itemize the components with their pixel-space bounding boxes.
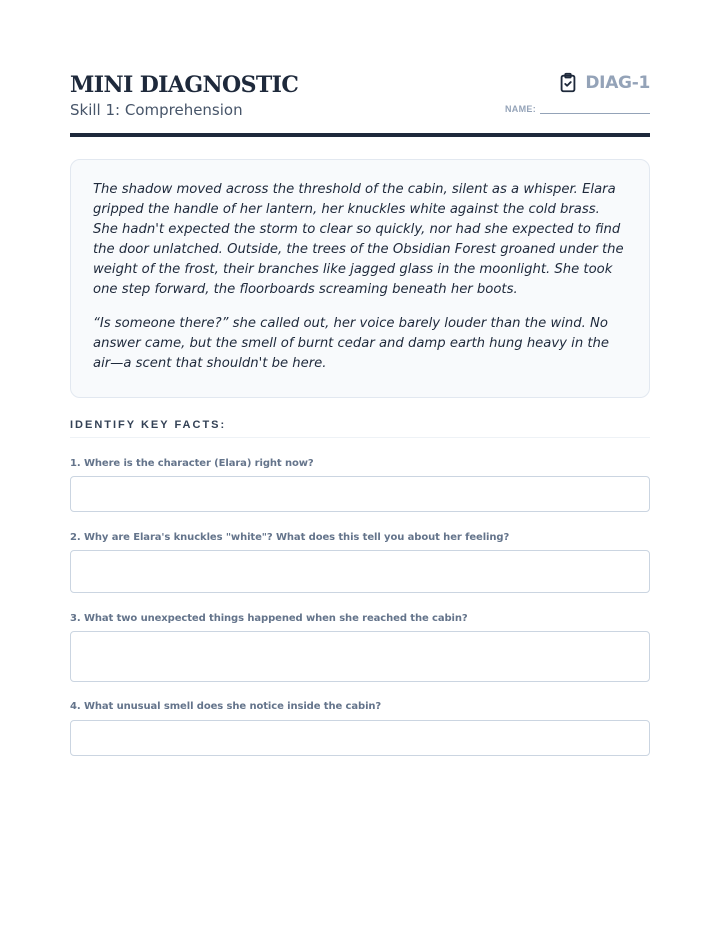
question-label-2: 2. Why are Elara's knuckles "white"? What does this tell you about her feeling? xyxy=(70,532,510,543)
clipboard-check-icon xyxy=(557,72,579,94)
page-subtitle: Skill 1: Comprehension xyxy=(70,101,243,119)
diagnostic-code-label: DIAG-1 xyxy=(585,73,650,93)
name-field[interactable] xyxy=(505,104,650,114)
passage-paragraph: “Is someone there?” she called out, her voice barely louder than the wind. No answer came, but the smell of burnt cedar and damp earth hung heavy in the air—a scent that shouldn't be here. xyxy=(93,316,610,371)
passage-paragraph: The shadow moved across the threshold of the cabin, silent as a whisper. Elara gripped the handle of her lantern, her knuckles white against the cold brass. She hadn't expected the storm to clear so quickly, nor had she expected to find the door unlatched. Outside, the trees of the Obsidian Forest groaned under the weight of the frost, their branches like jagged glass in the moonlight. She took one step forward, the floorboards screaming beneath her boots. xyxy=(93,182,624,297)
question-label-3: 3. What two unexpected things happened when she reached the cabin? xyxy=(70,613,468,624)
answer-box-3[interactable] xyxy=(70,631,650,682)
diagnostic-code xyxy=(557,72,650,94)
name-label: NAME: xyxy=(505,104,536,114)
worksheet-header xyxy=(70,70,650,136)
question-label-4: 4. What unusual smell does she notice inside the cabin? xyxy=(70,701,382,712)
reading-passage xyxy=(70,159,650,398)
section-title: IDENTIFY KEY FACTS: xyxy=(70,419,227,431)
answer-box-2[interactable] xyxy=(70,550,650,593)
answer-box-1[interactable] xyxy=(70,476,650,512)
page-title: MINI DIAGNOSTIC xyxy=(70,72,299,98)
name-line[interactable] xyxy=(540,104,650,114)
question-label-1: 1. Where is the character (Elara) right now? xyxy=(70,458,314,469)
header-divider xyxy=(70,133,650,137)
answer-box-4[interactable] xyxy=(70,720,650,756)
section-divider xyxy=(70,437,650,438)
